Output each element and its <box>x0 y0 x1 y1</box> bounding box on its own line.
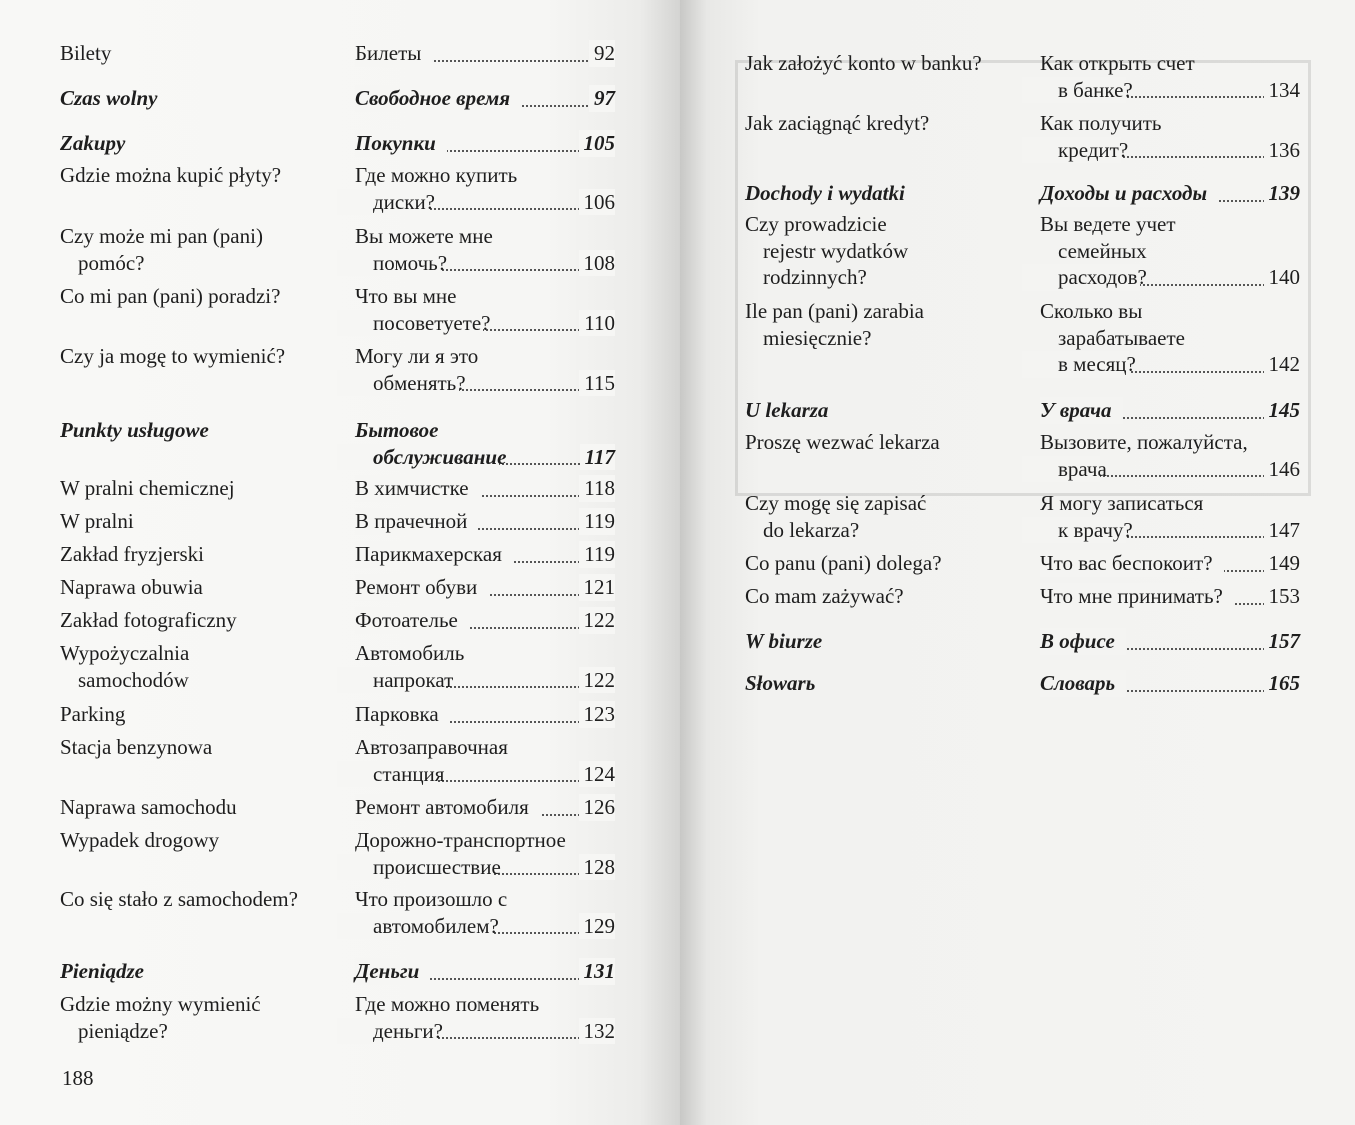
polish-line: samochodów <box>78 667 189 692</box>
polish-line: W biurze <box>745 629 823 653</box>
russian-line: Я могу записаться <box>1040 491 1204 515</box>
russian-line: У врача <box>1040 398 1112 422</box>
polish-line: Bilety <box>60 41 112 65</box>
toc-page-number: 140 <box>1264 264 1301 291</box>
russian-line: Свободное время <box>355 86 511 110</box>
toc-polish-entry <box>745 583 904 610</box>
toc-polish-entry <box>60 827 219 854</box>
toc-polish-entry <box>60 541 204 568</box>
toc-page-number: 106 <box>579 189 616 216</box>
toc-russian-entry <box>1040 180 1300 207</box>
russian-line: кредит? <box>1058 137 1129 162</box>
russian-line: Парковка <box>355 702 439 726</box>
polish-line: Czas wolny <box>60 86 158 110</box>
polish-line: Czy prowadzicie <box>745 212 887 236</box>
toc-polish-entry <box>60 223 263 276</box>
russian-line: Ремонт автомобиля <box>355 795 529 819</box>
russian-line: в месяц? <box>1058 352 1136 376</box>
polish-line: Pieniądze <box>60 959 144 983</box>
toc-page-number: 142 <box>1264 351 1301 378</box>
toc-polish-entry <box>745 110 929 137</box>
russian-line: Что мне принимать? <box>1040 584 1223 608</box>
toc-polish-entry <box>60 343 285 370</box>
russian-line: Могу ли я это <box>355 344 479 368</box>
toc-page-number: 131 <box>579 958 616 985</box>
toc-page-number: 149 <box>1264 550 1301 577</box>
toc-polish-entry <box>60 958 144 985</box>
polish-line: pomóc? <box>78 250 145 275</box>
toc-polish-entry <box>60 283 280 310</box>
russian-line: Вы ведете учет <box>1040 212 1176 236</box>
russian-line: Парикмахерская <box>355 542 502 566</box>
toc-polish-entry <box>745 180 905 207</box>
russian-line: В прачечной <box>355 509 468 533</box>
polish-line: Gdzie można kupić płyty? <box>60 163 282 187</box>
russian-line: В химчистке <box>355 476 469 500</box>
russian-line: Вы можете мне <box>355 224 493 248</box>
russian-line: врача <box>1058 456 1107 481</box>
toc-page-number: 118 <box>579 475 615 502</box>
toc-page-number: 119 <box>579 541 615 568</box>
toc-page-number: 115 <box>579 370 615 397</box>
polish-line: do lekarza? <box>763 517 860 542</box>
russian-line: Что вы мне <box>355 284 457 308</box>
polish-line: Co mam zażywać? <box>745 584 904 608</box>
toc-russian-entry <box>1040 397 1300 424</box>
toc-page-number: 121 <box>579 574 616 601</box>
toc-polish-entry <box>60 130 125 157</box>
russian-line: Дорожно-транспортное <box>355 828 566 852</box>
toc-russian-entry <box>355 794 615 821</box>
toc-page-number: 157 <box>1264 628 1301 655</box>
toc-russian-entry <box>355 541 615 568</box>
toc-page-number: 108 <box>579 250 616 277</box>
toc-page-number: 165 <box>1264 670 1301 697</box>
toc-polish-entry <box>60 40 111 67</box>
polish-line: Zakład fryzjerski <box>60 542 205 566</box>
toc-polish-entry <box>60 417 209 444</box>
polish-line: Jak zaciągnąć kredyt? <box>745 111 930 135</box>
polish-line: Proszę wezwać lekarza <box>745 430 940 454</box>
toc-polish-entry <box>60 734 212 761</box>
toc-page-number: 134 <box>1264 77 1301 104</box>
toc-page-number: 153 <box>1264 583 1301 610</box>
toc-russian-entry <box>355 417 615 470</box>
russian-line: семейных <box>1058 238 1147 263</box>
toc-page-number: 110 <box>579 310 615 337</box>
russian-line: Как открыть счет <box>1040 51 1195 75</box>
polish-line: Jak założyć konto w banku? <box>745 51 982 75</box>
toc-page-number: 97 <box>589 85 615 112</box>
toc-russian-entry <box>355 508 615 535</box>
toc-russian-entry <box>355 640 615 693</box>
toc-russian-entry <box>355 607 615 634</box>
toc-page-number: 129 <box>579 913 616 940</box>
polish-line: U lekarza <box>745 398 829 422</box>
toc-russian-entry <box>355 958 615 985</box>
toc-russian-entry <box>355 886 615 939</box>
toc-page-number: 92 <box>589 40 615 67</box>
toc-page-number: 139 <box>1264 180 1301 207</box>
polish-line: Zakupy <box>60 131 126 155</box>
toc-russian-entry <box>1040 490 1300 543</box>
russian-line: Бытовое <box>355 418 439 442</box>
russian-line: диски? <box>373 189 436 214</box>
toc-polish-entry <box>60 794 237 821</box>
toc-page-number: 147 <box>1264 517 1301 544</box>
toc-page-number: 124 <box>579 761 616 788</box>
toc-polish-entry <box>745 670 815 697</box>
toc-polish-entry <box>745 397 828 424</box>
russian-line: к врачу? <box>1058 517 1133 542</box>
toc-russian-entry <box>355 475 615 502</box>
polish-line: Naprawa obuwia <box>60 575 203 599</box>
toc-russian-entry <box>1040 583 1300 610</box>
toc-page-number: 122 <box>579 667 616 694</box>
toc-russian-entry <box>1040 211 1300 291</box>
toc-polish-entry <box>60 508 134 535</box>
toc-page-number: 123 <box>579 701 616 728</box>
page-number: 188 <box>62 1066 94 1090</box>
toc-page-number: 136 <box>1264 137 1301 164</box>
russian-line: Где можно поменять <box>355 992 540 1016</box>
polish-line: Czy może mi pan (pani) <box>60 224 263 248</box>
russian-line: зарабатываете <box>1058 325 1185 350</box>
polish-line: W pralni chemicznej <box>60 476 235 500</box>
toc-page-number: 105 <box>579 130 616 157</box>
russian-line: расходов? <box>1058 265 1147 289</box>
russian-line: станция <box>373 761 445 786</box>
toc-page-number: 117 <box>580 444 615 471</box>
polish-line: Czy ja mogę to wymienić? <box>60 344 286 368</box>
toc-russian-entry <box>355 223 615 276</box>
toc-russian-entry <box>1040 50 1300 103</box>
polish-line: Dochody i wydatki <box>745 181 905 205</box>
toc-polish-entry <box>60 85 157 112</box>
russian-line: в банке? <box>1058 77 1133 102</box>
russian-line: Фотоателье <box>355 608 458 632</box>
toc-polish-entry <box>60 991 261 1044</box>
toc-page-number: 128 <box>579 854 616 881</box>
russian-line: Автозаправочная <box>355 735 508 759</box>
russian-line: Сколько вы <box>1040 299 1143 323</box>
polish-line: Stacja benzynowa <box>60 735 213 759</box>
polish-line: W pralni <box>60 509 134 533</box>
russian-line: деньги? <box>373 1018 443 1043</box>
toc-russian-entry <box>1040 550 1300 577</box>
russian-line: обслуживание <box>373 444 507 469</box>
polish-line: pieniądze? <box>78 1018 168 1043</box>
russian-line: Покупки <box>355 131 436 155</box>
toc-page-number: 126 <box>579 794 616 821</box>
toc-russian-entry <box>355 734 615 787</box>
russian-line: Что произошло с <box>355 887 508 911</box>
toc-russian-entry <box>355 991 615 1044</box>
toc-polish-entry <box>60 607 237 634</box>
russian-line: Где можно купить <box>355 163 518 187</box>
toc-polish-entry <box>745 298 924 351</box>
polish-line: Wypadek drogowy <box>60 828 220 852</box>
polish-line: rodzinnych? <box>763 265 867 289</box>
toc-russian-entry <box>1040 670 1300 697</box>
polish-line: Punkty usługowe <box>60 418 209 442</box>
russian-line: В офисе <box>1040 629 1115 653</box>
toc-polish-entry <box>745 211 908 291</box>
toc-russian-entry <box>355 40 615 67</box>
russian-line: Вызовите, пожалуйста, <box>1040 430 1248 454</box>
toc-page-number: 145 <box>1264 397 1301 424</box>
polish-line: Co panu (pani) dolega? <box>745 551 942 575</box>
toc-russian-entry <box>355 701 615 728</box>
polish-line: Czy mogę się zapisać <box>745 491 927 515</box>
toc-polish-entry <box>60 574 203 601</box>
russian-line: Доходы и расходы <box>1040 181 1208 205</box>
russian-line: Деньги <box>355 959 420 983</box>
polish-line: Słowarь <box>745 671 816 695</box>
right-page <box>680 0 1355 1125</box>
toc-russian-entry <box>1040 429 1300 482</box>
polish-line: Naprawa samochodu <box>60 795 237 819</box>
toc-polish-entry <box>60 886 298 913</box>
russian-line: помочь? <box>373 250 448 275</box>
russian-line: Словарь <box>1040 671 1116 695</box>
toc-page-number: 122 <box>579 607 616 634</box>
polish-line: Ile pan (pani) zarabia <box>745 299 924 323</box>
toc-polish-entry <box>745 550 942 577</box>
russian-line: происшествие <box>373 854 501 879</box>
russian-line: обменять? <box>373 370 466 395</box>
toc-polish-entry <box>60 475 235 502</box>
toc-russian-entry <box>1040 628 1300 655</box>
toc-polish-entry <box>60 701 125 728</box>
polish-line: Gdzie możny wymienić <box>60 992 261 1016</box>
polish-line: Zakład fotograficzny <box>60 608 237 632</box>
toc-polish-entry <box>60 162 281 189</box>
toc-polish-entry <box>745 50 982 77</box>
polish-line: Co się stało z samochodem? <box>60 887 298 911</box>
toc-page-number: 119 <box>579 508 615 535</box>
toc-russian-entry <box>355 827 615 880</box>
toc-russian-entry <box>355 85 615 112</box>
toc-russian-entry <box>355 574 615 601</box>
toc-polish-entry <box>745 490 926 543</box>
toc-page-number: 132 <box>579 1018 616 1045</box>
toc-russian-entry <box>355 343 615 396</box>
toc-russian-entry <box>355 283 615 336</box>
toc-polish-entry <box>745 628 822 655</box>
russian-line: напрокат <box>373 667 454 692</box>
toc-russian-entry <box>355 130 615 157</box>
russian-line: Автомобиль <box>355 641 465 665</box>
polish-line: Parking <box>60 702 126 726</box>
russian-line: посоветуете? <box>373 310 491 335</box>
russian-line: автомобилем? <box>373 913 499 938</box>
polish-line: miesięcznie? <box>763 325 872 350</box>
toc-russian-entry <box>355 162 615 215</box>
russian-line: Билеты <box>355 41 422 65</box>
polish-line: rejestr wydatków <box>763 238 909 263</box>
toc-russian-entry <box>1040 110 1300 163</box>
russian-line: Как получить <box>1040 111 1162 135</box>
polish-line: Co mi pan (pani) poradzi? <box>60 284 281 308</box>
toc-page-number: 146 <box>1264 456 1301 483</box>
polish-line: Wypożyczalnia <box>60 641 190 665</box>
toc-polish-entry <box>60 640 189 693</box>
toc-polish-entry <box>745 429 940 456</box>
toc-russian-entry <box>1040 298 1300 378</box>
russian-line: Ремонт обуви <box>355 575 478 599</box>
russian-line: Что вас беспокоит? <box>1040 551 1213 575</box>
